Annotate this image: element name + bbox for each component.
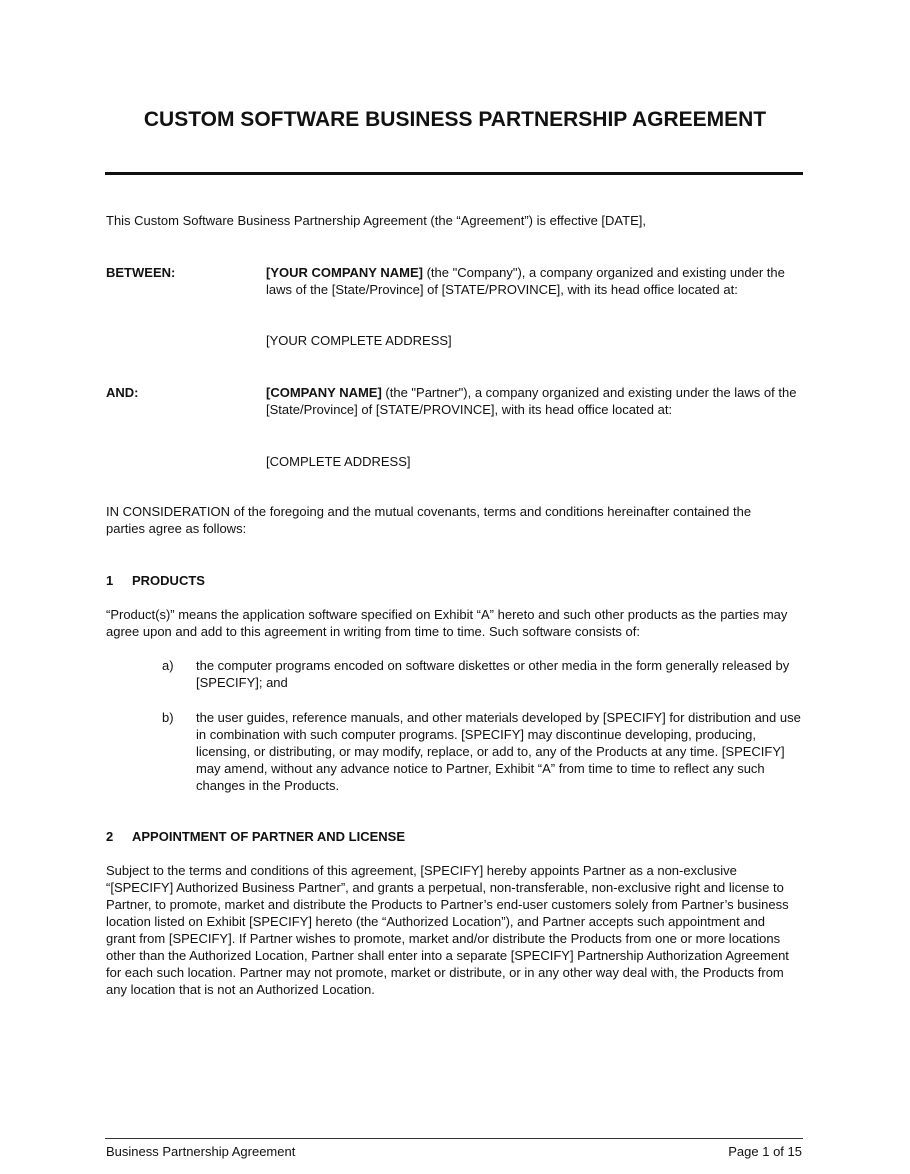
footer-divider [105, 1138, 803, 1139]
section-1-title: PRODUCTS [132, 573, 205, 588]
and-party-name: [COMPANY NAME] [266, 385, 382, 400]
and-address: [COMPLETE ADDRESS] [266, 454, 411, 469]
between-party-text: (the "Company"), a company organized and existing under the laws of the [State/Province] of [STATE/PROVINCE], with its head office located at: [266, 265, 785, 297]
section-2-number: 2 [106, 829, 114, 844]
footer-page-number: Page 1 of 15 [728, 1144, 802, 1159]
section-2-body: Subject to the terms and conditions of this agreement, [SPECIFY] hereby appoints Partner as a non-exclusive “[SPECIFY] Authorized Business Partner”, and grants a perpetual, non-transferable, non-exclusive right and license to Partner, to promote, market and distribute the Products to Partner’s end-user customers solely from Partner’s business location listed on Exhibit [SPECIFY] hereto (the “Authorized Location”), and Partner accepts such appointment and grant from [SPECIFY]. If Partner wishes to promote, market and/or distribute the Products from one or more locations other than the Authorized Location, Partner shall enter into a separate [SPECIFY] Partnership Authorization Agreement for each such location. Partner may not promote, market or distribute, or in any other way deal with, the Products from any location that is not an Authorized Location. [106, 863, 789, 997]
and-party-paragraph [266, 384, 806, 418]
section-1-number: 1 [106, 573, 114, 588]
between-party-name: [YOUR COMPANY NAME] [266, 265, 423, 280]
footer-document-name: Business Partnership Agreement [106, 1144, 296, 1159]
intro-paragraph: This Custom Software Business Partnership Agreement (the “Agreement”) is effective [DATE], [106, 213, 646, 228]
title-divider [105, 172, 803, 175]
and-party-text: (the "Partner"), a company organized and existing under the laws of the [State/Province] of [STATE/PROVINCE], with its head office located at: [266, 385, 797, 417]
between-address: [YOUR COMPLETE ADDRESS] [266, 333, 452, 348]
document-title: CUSTOM SOFTWARE BUSINESS PARTNERSHIP AGREEMENT [143, 108, 767, 131]
between-label: BETWEEN: [106, 265, 176, 280]
consideration-paragraph: IN CONSIDERATION of the foregoing and the mutual covenants, terms and conditions hereinafter contained the parties agree as follows: [106, 504, 752, 536]
section-2-title: APPOINTMENT OF PARTNER AND LICENSE [132, 829, 406, 844]
list-item-a-text: the computer programs encoded on software diskettes or other media in the form generally released by [SPECIFY]; and [196, 658, 790, 690]
section-2-heading [106, 828, 405, 845]
list-item-b-text: the user guides, reference manuals, and other materials developed by [SPECIFY] for distribution and use in combination with such computer programs. [SPECIFY] may discontinue developing, producing, licensing, or distributing, or may modify, replace, or add to, any of the Products at any time. [SPECIFY] may amend, without any advance notice to Partner, Exhibit “A” from time to time to reflect any such changes in the Products. [196, 710, 801, 793]
between-party-paragraph [266, 264, 806, 298]
list-item-b-marker: b) [162, 710, 174, 725]
list-item-a-marker: a) [162, 658, 174, 673]
and-label: AND: [106, 385, 139, 400]
section-1-body: “Product(s)” means the application software specified on Exhibit “A” hereto and such other products as the parties may agree upon and add to this agreement in writing from time to time. Such software consists of: [106, 607, 788, 639]
section-1-heading [106, 572, 205, 589]
